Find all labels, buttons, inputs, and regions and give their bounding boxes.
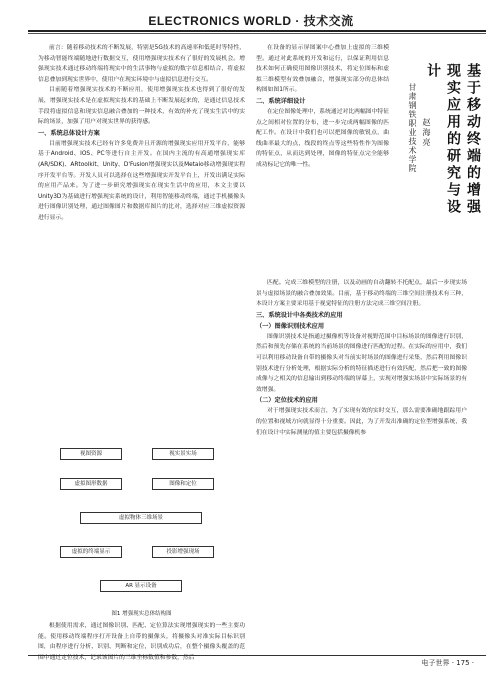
section-heading: 三、系统设计中各类技术的应用 bbox=[256, 311, 343, 319]
paragraph: 对于增强现实技术而言，为了实现有效的实时交互，那么需要准确地跟踪用户的位置和视域方向就显得十分重要。因此，为了开发出准确的定位型增强系统，我们在设计中实际测量的值主要包括摄像机参 bbox=[256, 408, 467, 436]
header-rule bbox=[28, 30, 486, 32]
paragraph: 根据使用需求，通过图像识别、匹配、定位算法实现增强现实的一些主要功能。使用移动终端程序打开设备上自带的摄像头，将摄像头对准实际目标识别图，由程序进行分析、识别、判断和定位，识别成功后，在整个摄像头覆盖的范围中通过定位技术，记录该图片的三维坐标数值和参数，然后 bbox=[38, 623, 245, 661]
diagram-box: 虚拟图形数据 bbox=[60, 478, 122, 490]
header-rule-thin bbox=[28, 33, 486, 34]
figure-diagram bbox=[60, 440, 220, 612]
title-block bbox=[397, 43, 483, 225]
diagram-box: 投影增强现场 bbox=[152, 546, 214, 558]
paragraph: 在定位图像处理中，系统通过对比两幅图中特征点之间相对位置的分布，进一步完成两幅图像的匹配工作。在设计中我们也可以把图像的敏锐点，曲线曲率最大的点，线段的终点等这些特性作为图像的特征点，从而达到处理，图像的特征点完全能够成功标记它的唯一性。 bbox=[256, 108, 389, 168]
column-1 bbox=[38, 43, 245, 224]
author: 赵海亮 bbox=[422, 118, 431, 148]
subsection-heading: （二）定位技术的应用 bbox=[256, 397, 318, 405]
page-footer: 电子世界 · 175 · bbox=[421, 659, 474, 667]
article-title: 基于移动终端的增强现实应用的研究与设计 bbox=[425, 63, 481, 216]
footer-rule bbox=[28, 655, 486, 656]
paragraph: 目前随着增强现实技术的不断应用，使用增强现实技术也得到了很好的发展，增强现实技术是在虚拟现实技术的基础上不断发展起来的，是通过信息技术手段将虚拟信息和现实信息融合叠加的一种技术，有效的补充了现实生活中的实际的场景，加强了用户对现实世界的获得感。 bbox=[38, 87, 245, 126]
column-2 bbox=[256, 43, 389, 171]
paragraph: 在设备的显示屏图案中心叠加上虚拟的三维模型。通过对此系统的开发和运行，以保证利用信息技术如何正确使用图像识别技术，将定位图标和虚拟三维模型有效叠加融合，增强现实部分的总体结构图如图1所示。 bbox=[256, 45, 389, 94]
paragraph: 匹配。完成三维模型的注册，以及动画的自动翻转不托配点，最后一步现实场景与虚拟场景的融合叠加效果。目前，基于移动终端的三维空间注册技术有三种，本设计方案主要采用基于视觉特征的注册方法完成三维空间注册。 bbox=[256, 280, 467, 308]
diagram-box: 视图资源 bbox=[60, 448, 122, 460]
diagram-box: 虚拟物体三维场景 bbox=[80, 512, 202, 524]
subsection-heading: （一）图像识别技术应用 bbox=[256, 322, 325, 330]
diagram-box: 视实景实场 bbox=[152, 448, 214, 460]
journal-header: ELECTRONICS WORLD · 技术交流 bbox=[148, 14, 354, 28]
figure-caption: 图1 增强现实总体结构图 bbox=[111, 611, 172, 617]
paragraph: 目前增强现实技术已经有许多免费并且开源的增强现实应用开发平台，能够基于Android、IOS、PC等进行自主开发。在国内主流的有高通增强现实库(AR/SDK)、ARtoolkit、Unity、D'Fusion增强现实以及Metaio移动增强现实程序开发平台等。开发人员可以选择在这些增强现实开发平台上，开发出满足实际的应用产品来。为了进一步研究增强现实在现实生活中的应用，本文主要以Unity3D为基础进行增强现实系统的设计，利用智能移动终端，通过手机摄像头进行图像识别处理，通过图像图片和数据库图片的比对，选择对应三维虚拟资源进行显示。 bbox=[38, 140, 245, 221]
diagram-box: 图像和定位 bbox=[152, 478, 214, 490]
section-heading: 一、系统总体设计方案 bbox=[38, 129, 100, 137]
diagram-box: 虚拟的终端显示 bbox=[60, 546, 122, 558]
affiliation: 甘肃钢铁职业技术学院 bbox=[408, 83, 417, 173]
paragraph: 前言：随着移动技术的不断发展，特别是5G技术的高速率和低延时等特性，为移动智能终端随地进行数据交互，使用增强现实技术有了很好的发展机会。增强现实技术通过移动终端将现实中的生活事物与虚拟的数字信息相结合，将虚拟信息叠加到现实世界中，使用户在现实环境中与虚拟信息进行交互。 bbox=[38, 45, 245, 83]
diagram-box: AR 显示设备 bbox=[100, 580, 182, 592]
paragraph: 图像识别技术是指通过摄像机等设备对视野范围中目标场景的图像进行识别，然后和预先存储在系统的当前场景的图像进行匹配的过程。在实际的应用中，我们可以利用移动设备自带的摄像头对当前实时场景的图像进行采集，然后利用图像识别技术进行分析处理，根据实际分析的特征描述进行有效匹配，然后把一致的图像成像与之相关的信息输出到移动终端的屏幕上，实现对增强实场景中实际场景的有效增强。 bbox=[256, 333, 467, 393]
section-heading: 二、系统详细设计 bbox=[256, 97, 306, 105]
column-2-continued bbox=[256, 278, 467, 438]
column-1-continued bbox=[38, 621, 245, 663]
